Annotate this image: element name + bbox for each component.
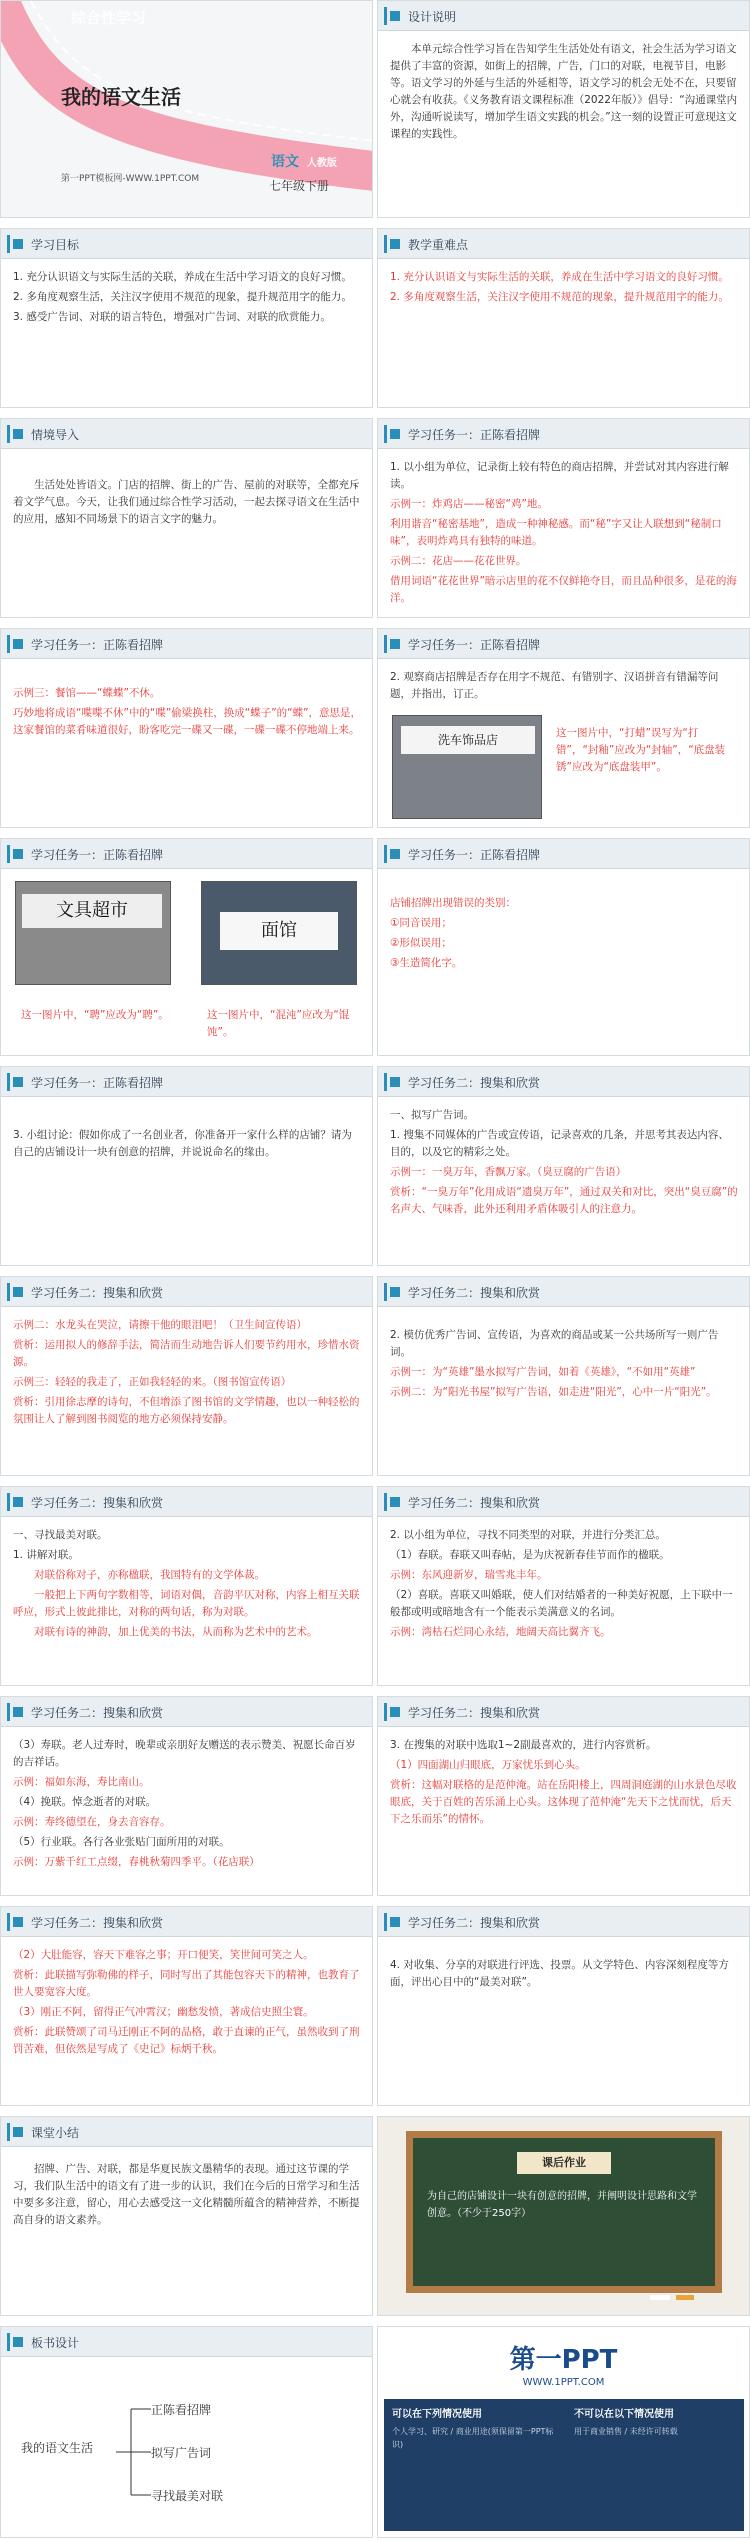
grade: 七年级下册 <box>269 179 330 193</box>
task-text: 2. 模仿优秀广告词、宣传语，为喜欢的商品或某一公共场所写一则广告词。 <box>390 1329 719 1358</box>
homework-tag: 课后作业 <box>517 2152 611 2174</box>
slide-board <box>0 2326 373 2538</box>
comment: 赏析：“一臭万年”化用成语“遗臭万年”，通过双关和对比，突出“臭豆腐”的名声大、气味香，此外还利用矛盾体吸引人的注意力。 <box>390 1186 738 1215</box>
example: 示例三：轻轻的我走了，正如我轻轻的来。（图书馆宣传语） <box>13 1376 292 1388</box>
list-item: ③生造简化字。 <box>390 957 463 969</box>
couplet-kind: （2）喜联。喜联又叫婚联，使人们对结婚者的一种美好祝愿，上下联中一般都或明或暗地含有一个能表示美满意义的名词。 <box>390 1589 733 1618</box>
section-title: 一、寻找最美对联。 <box>13 1529 108 1541</box>
slide-header: 板书设计 <box>31 2336 80 2350</box>
example: 示例：湾枯石烂同心永结，地阔天高比翼齐飞。 <box>390 1626 611 1638</box>
slide-header: 学习任务二：搜集和欣赏 <box>31 1916 164 1930</box>
example: 示例一：炸鸡店——秘密“鸡”地。 <box>390 498 548 510</box>
example: （2）大肚能容，容天下难容之事；开口便笑，笑世间可笑之人。 <box>13 1949 314 1961</box>
slide-task1b <box>0 628 373 828</box>
usage-forbidden-detail: 用于商业销售 / 未经许可转载 <box>574 2427 678 2436</box>
comment: 赏析：这幅对联格的是范仲淹。站在岳阳楼上，四周洞庭湖的山水景色尽收眼底，关于百姓的苦乐涌上心头。这体现了范仲淹“先天下之忧而忧，后天下之乐而乐”的情怀。 <box>390 1779 737 1825</box>
watermark: 第一PPT模板网-WWW.1PPT.COM <box>61 174 200 184</box>
shop-sign: 洗车饰品店 <box>401 726 535 754</box>
example: 示例：东风迎新岁，瑞雪兆丰年。 <box>390 1569 548 1581</box>
site-url: WWW.1PPT.COM <box>522 2377 605 2388</box>
slide-homework <box>377 2116 750 2316</box>
slide-task2d <box>0 1486 373 1686</box>
task-text: 4. 对收集、分享的对联进行评选、投票。从文学特色、内容深刻程度等方面，评出心目中的“最美对联”。 <box>390 1959 729 1988</box>
slide-task2h <box>0 1906 373 2106</box>
example-note: 借用词语“花花世界”暗示店里的花不仅鲜艳夺目，而且品种很多，是花的海洋。 <box>390 575 737 604</box>
caption: 这一图片中，“打蜡”误写为“打错”，“封釉”应改为“封轴”，“底盘装锈”应改为“底盘装甲”。 <box>556 727 726 773</box>
couplet-kind: （3）寿联。老人过寿时，晚辈或亲朋好友赠送的表示赞美、祝愿长命百岁的吉祥话。 <box>13 1739 356 1768</box>
slide-header: 学习任务一：正陈看招牌 <box>408 848 541 862</box>
homework-text: 为自己的店铺设计一块有创意的招牌，并阐明设计思路和文学创意。（不少于250字） <box>427 2191 697 2219</box>
slide-task1a <box>377 418 750 618</box>
comment: 赏析：此联赞颂了司马迁刚正不阿的品格，敢于直谏的正气，虽然收到了刑罚苦难，但依然是写成了《史记》标炳千秋。 <box>13 2026 360 2055</box>
design-text: 本单元综合性学习旨在告知学生生活处处有语文，社会生活为学习语文提供了丰富的资源，如街上的招牌，广告，门口的对联，电视节目，电影等。语文学习的外延与生活的外延相等，语文学习的机会无处不在，只要留心就会有收获。《义务教育语文课程标准（2022年版）》倡导：“沟通课堂内外，沟通听说读写，增加学生语文实践的机会。”这一刻的设置正可意现这文课程的实践性。 <box>390 43 738 140</box>
task-text: 3. 在搜集的对联中选取1~2副最喜欢的，进行内容赏析。 <box>390 1739 657 1751</box>
slide-task1d <box>0 838 373 1056</box>
comment: 赏析：此联描写弥勒佛的样子，同时写出了其能包容天下的精神，也教育了世人要宽容大度。 <box>13 1969 360 1998</box>
slide-header: 学习任务一：正陈看招牌 <box>408 638 541 652</box>
comment: 赏析：运用拟人的修辞手法，简洁而生动地告诉人们要节约用水，珍惜水资源。 <box>13 1339 360 1368</box>
slide-header: 学习任务二：搜集和欣赏 <box>31 1496 164 1510</box>
slide-header: 课堂小结 <box>31 2126 80 2140</box>
definition: 对联有诗的神韵，加上优美的书法，从而称为艺术中的艺术。 <box>34 1626 318 1638</box>
slide-task2e <box>377 1486 750 1686</box>
slide-header: 学习目标 <box>31 238 80 252</box>
caption: 这一图片中，“混沌”应改为“馄饨”。 <box>207 1009 350 1038</box>
task-text: 2. 以小组为单位，寻找不同类型的对联，并进行分类汇总。 <box>390 1529 666 1541</box>
definition: 一般把上下两句字数相等，词语对偶，音韵平仄对称，内容上相互关联呼应，形式上彼此排比，对称的两句话，称为对联。 <box>13 1589 360 1618</box>
logo: 第一PPT <box>509 2345 618 2375</box>
slide-header: 学习任务一：正陈看招牌 <box>31 848 164 862</box>
chalk-icon <box>676 2295 694 2300</box>
example: 示例：万紫千红工点缀，春桃秋菊四季平。（花店联） <box>13 1856 260 1868</box>
section-title: 一、拟写广告词。 <box>390 1109 474 1121</box>
slide-header: 学习任务二：搜集和欣赏 <box>408 1916 541 1930</box>
comment: 赏析：引用徐志摩的诗句，不但增添了图书馆的文学情趣，也以一种轻松的氛围让人了解到图书阅览的地方必须保持安静。 <box>13 1396 360 1425</box>
goal-item: 2. 多角度观察生活，关注汉字使用不规范的现象，提升规范用字的能力。 <box>13 291 352 303</box>
slide-task1e <box>377 838 750 1056</box>
goal-item: 1. 充分认识语文与实际生活的关联，养成在生活中学习语文的良好习惯。 <box>13 271 352 283</box>
slide-header: 学习任务二：搜集和欣赏 <box>408 1076 541 1090</box>
page-title: 我的语文生活 <box>61 85 181 109</box>
slide-task2i <box>377 1906 750 2106</box>
sub-title: 1. 讲解对联。 <box>13 1549 79 1561</box>
couplet-kind: （4）挽联。悼念逝者的对联。 <box>13 1796 157 1808</box>
usage-allowed-detail: 个人学习、研究 / 商业用途(须保留第一PPT标识) <box>392 2427 554 2449</box>
example: 示例一：为“英雄”墨水拟写广告词，如着《英雄》，“不如用“英雄” <box>390 1366 696 1378</box>
board-root: 我的语文生活 <box>21 2441 94 2455</box>
shop-sign-photo <box>392 715 542 819</box>
slide-task2f <box>0 1696 373 1896</box>
example-note: 利用谐音“秘密基地”，造成一种神秘感。而“秘”字又让人联想到“秘制口味”，表明炸鸡具有独特的味道。 <box>390 518 722 547</box>
example: 示例二：为“阳光书屋”拟写广告语，如走进“阳光”，心中一片“阳光”。 <box>390 1386 717 1398</box>
couplet-kind: （5）行业联。各行各业张贴门面所用的对联。 <box>13 1836 230 1848</box>
task-intro: 1. 以小组为单位，记录街上较有特色的商店招牌，并尝试对其内容进行解读。 <box>390 461 729 490</box>
usage-forbidden: 不可以在以下情况使用 <box>574 2409 674 2420</box>
usage-panel <box>384 2399 744 2531</box>
slide-header: 教学重难点 <box>408 238 469 252</box>
keypoint-item: 2. 多角度观察生活，关注汉字使用不规范的现象，提升规范用字的能力。 <box>390 291 729 303</box>
shop-sign-photo <box>201 881 357 985</box>
slide-header: 学习任务二：搜集和欣赏 <box>408 1286 541 1300</box>
slide-goals <box>0 228 373 408</box>
board-branch: 正陈看招牌 <box>151 2403 212 2417</box>
badge-main: 语文 <box>271 154 299 170</box>
board-branch: 寻找最美对联 <box>151 2489 224 2503</box>
slide-header: 学习任务一：正陈看招牌 <box>408 428 541 442</box>
slide-header: 学习任务二：搜集和欣赏 <box>31 1286 164 1300</box>
example-note: 巧妙地将成语“喋喋不休”中的“喋”偷梁换柱，换成“蝶子”的“蝶”，意思是，这家餐馆的菜肴味道很好，盼客吃完一碟又一碟，一碟一碟不停地端上来。 <box>13 707 362 736</box>
example: 示例二：花店——花花世界。 <box>390 555 527 567</box>
task-text: 3. 小组讨论：假如你成了一名创业者，你准备开一家什么样的店铺？请为自己的店铺设计一块有创意的招牌，并说说命名的缘由。 <box>13 1129 352 1158</box>
slide-design <box>377 0 750 218</box>
slide-header: 情境导入 <box>31 428 80 442</box>
list-item: ②形似误用； <box>390 937 452 949</box>
keypoint-item: 1. 充分认识语文与实际生活的关联，养成在生活中学习语文的良好习惯。 <box>390 271 729 283</box>
slide-intro <box>0 418 373 618</box>
slide-task2g <box>377 1696 750 1896</box>
example: （3）刚正不阿，留得正气冲霄汉；幽愁发愤，著成信史照尘寰。 <box>13 2006 314 2018</box>
slide-header: 学习任务一：正陈看招牌 <box>31 638 164 652</box>
shop-sign-photo <box>15 881 171 985</box>
usage-allowed: 可以在下列情况使用 <box>392 2409 482 2420</box>
slide-header: 学习任务二：搜集和欣赏 <box>408 1706 541 1720</box>
slide-task1f <box>0 1066 373 1266</box>
slide-summary <box>0 2116 373 2316</box>
slide-credits <box>377 2326 750 2538</box>
slide-task2a <box>377 1066 750 1266</box>
example: （1）四面湖山归眼底，万家忧乐到心头。 <box>390 1759 586 1771</box>
slide-task2c <box>377 1276 750 1476</box>
slide-header: 学习任务二：搜集和欣赏 <box>31 1706 164 1720</box>
list-item: ①同音误用； <box>390 917 452 929</box>
example: 示例一：一臭万年，香飘万家。（臭豆腐的广告语） <box>390 1166 627 1178</box>
example: 示例二：水龙头在哭泣，请擦干他的眼泪吧！（卫生间宣传语） <box>13 1319 307 1331</box>
slide-task2b <box>0 1276 373 1476</box>
example: 示例三：餐馆——“蝶蝶”不休。 <box>13 687 161 699</box>
task-text: 2. 观察商店招牌是否存在用字不规范、有错别字、汉语拼音有错漏等问题，并指出，订正。 <box>390 671 719 700</box>
summary-text: 招牌、广告、对联，都是华夏民族文墨精华的表现。通过这节课的学习，我们队生活中的语文有了进一步的认识，我们在今后的日常学习和生活中要多多注意，留心，用心去感受这一文化精髓所蕴含的精神营养，不断提高自身的语文素养。 <box>13 2163 360 2226</box>
slide-title <box>0 0 373 218</box>
board-branch: 拟写广告词 <box>151 2446 212 2460</box>
chalkboard <box>406 2131 722 2293</box>
slide-header: 学习任务一：正陈看招牌 <box>31 1076 164 1090</box>
shop-sign: 面馆 <box>220 912 338 950</box>
example: 示例：福如东海，寿比南山。 <box>13 1776 150 1788</box>
task-text: 1. 搜集不同媒体的广告或宣传语，记录喜欢的几条，并思考其表达内容、目的，以及它的精彩之处。 <box>390 1129 729 1158</box>
subject-tag: 综合性学习 <box>71 9 147 27</box>
definition: 对联俗称对子，亦称楹联，我国特有的文学体裁。 <box>34 1569 265 1581</box>
badge <box>271 151 340 171</box>
shop-sign: 文具超市 <box>22 894 162 928</box>
couplet-kind: （1）春联。春联又叫春帖，是为庆祝新春佳节而作的楹联。 <box>390 1549 670 1561</box>
slide-task1c <box>377 628 750 828</box>
slide-header: 设计说明 <box>408 10 457 24</box>
chalk-icon <box>650 2295 670 2300</box>
badge-sub: 人教版 <box>304 157 340 170</box>
slide-keypoints <box>377 228 750 408</box>
slide-header: 学习任务二：搜集和欣赏 <box>408 1496 541 1510</box>
caption: 这一图片中，“聘”应改为“聘”。 <box>21 1009 169 1021</box>
example: 示例：寿终德望在，身去音容存。 <box>13 1816 171 1828</box>
goal-item: 3. 感受广告词、对联的语言特色，增强对广告词、对联的欣赏能力。 <box>13 311 331 323</box>
intro-text: 生活处处皆语文。门店的招牌、街上的广告、屋前的对联等，全都充斥着文学气息。今天，让我们通过综合性学习活动，一起去探寻语文在生活中的应用，感知不同场景下的语言文字的魅力。 <box>13 479 360 525</box>
list-title: 店铺招牌出现错误的类别： <box>390 897 516 909</box>
